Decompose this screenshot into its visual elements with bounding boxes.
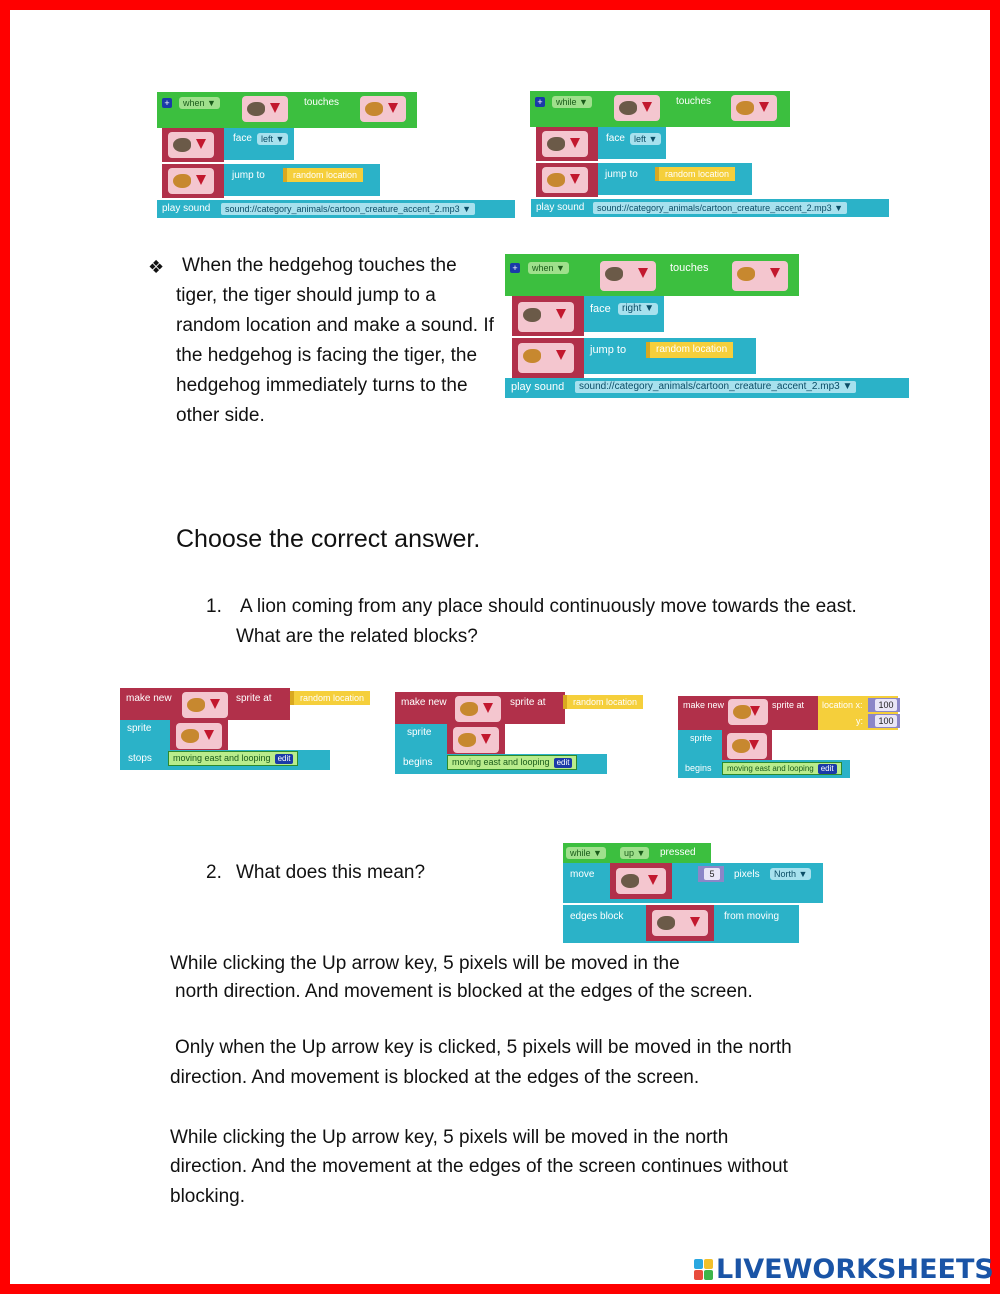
dropdown-icon: [196, 175, 206, 185]
hedgehog-sprite-select[interactable]: [542, 131, 588, 157]
random-location-slot[interactable]: random location: [283, 168, 363, 182]
pixels-label: pixels: [734, 869, 760, 880]
hedgehog-icon: [605, 267, 623, 281]
random-location-slot[interactable]: random location: [655, 167, 735, 181]
answer-3-line-2: direction. And the movement at the edges of the screen continues without: [170, 1156, 788, 1177]
sprite-label: sprite: [127, 723, 152, 734]
answer-1-line-2: north direction. And movement is blocked at the edges of the screen.: [175, 981, 753, 1002]
dropdown-icon: [759, 102, 769, 112]
tiger-sprite-select[interactable]: [542, 167, 588, 193]
answer-3-line-1: While clicking the Up arrow key, 5 pixels will be moved in the north: [170, 1127, 729, 1148]
right-pill[interactable]: right ▼: [618, 303, 658, 315]
x-value-input[interactable]: 100: [875, 699, 897, 711]
hedgehog-sprite-select[interactable]: [616, 868, 666, 894]
behavior-slot[interactable]: moving east and looping edit: [447, 755, 577, 770]
lion-sprite-select[interactable]: [453, 727, 499, 753]
plus-icon: +: [535, 97, 545, 107]
pressed-label: pressed: [660, 847, 696, 858]
dropdown-icon: [570, 138, 580, 148]
lion-icon: [187, 698, 205, 712]
dropdown-icon: [556, 309, 566, 319]
dropdown-icon: [570, 174, 580, 184]
jump-to-label: jump to: [590, 344, 627, 356]
tiger-icon: [173, 174, 191, 188]
play-sound-label: play sound: [536, 202, 585, 213]
random-location-slot[interactable]: random location: [646, 342, 733, 358]
sprite-at-label: sprite at: [510, 697, 546, 708]
sound-url-select[interactable]: sound://category_animals/cartoon_creature_accent_2.mp3 ▼: [593, 202, 847, 214]
sprite-label: sprite: [407, 727, 432, 738]
dropdown-icon: [556, 350, 566, 360]
answer-2-line-1: Only when the Up arrow key is clicked, 5 pixels will be moved in the north: [175, 1037, 792, 1058]
make-new-label: make new: [126, 693, 172, 704]
lion-icon: [460, 702, 478, 716]
q1-text: A lion coming from any place should continuously move towards the east. What are the related blocks?: [236, 596, 857, 647]
dropdown-icon: [481, 734, 491, 744]
hedgehog-sprite-select[interactable]: [652, 910, 708, 936]
lion-sprite-select[interactable]: [176, 723, 222, 749]
hedgehog-icon: [619, 101, 637, 115]
tiger-icon: [736, 101, 754, 115]
tiger-icon: [737, 267, 755, 281]
jump-to-label: jump to: [605, 169, 638, 180]
when-pill: when ▼: [179, 97, 220, 109]
touches-label: touches: [676, 96, 712, 107]
dropdown-icon: [642, 102, 652, 112]
lion-icon: [458, 733, 476, 747]
hedgehog-sprite-select[interactable]: [614, 95, 660, 121]
hedgehog-icon: [247, 102, 265, 116]
random-location-slot[interactable]: random location: [563, 695, 643, 709]
q1-number: 1.: [206, 596, 222, 617]
hedgehog-sprite-select[interactable]: [242, 96, 288, 122]
answer-3-line-3: blocking.: [170, 1186, 245, 1207]
bullet-text: When the hedgehog touches the tiger, the tiger should jump to a random location and make a sound. If the hedgehog is facing the tiger, the hedgehog immediately turns to the other side.: [176, 255, 494, 426]
location-y-label: y:: [856, 716, 864, 726]
play-sound-label: play sound: [162, 203, 211, 214]
hedgehog-icon: [173, 138, 191, 152]
hedgehog-sprite-select[interactable]: [600, 261, 656, 291]
up-key-pill[interactable]: up ▼: [620, 847, 649, 859]
sound-url-select[interactable]: sound://category_animals/cartoon_creature_accent_2.mp3 ▼: [575, 381, 856, 393]
sprite-label: sprite: [690, 733, 713, 743]
dropdown-icon: [750, 706, 760, 716]
lion-sprite-select[interactable]: [182, 692, 228, 718]
dropdown-icon: [204, 730, 214, 740]
bullet-icon: ❖: [148, 257, 165, 277]
hedgehog-icon: [547, 137, 565, 151]
jump-to-label: jump to: [232, 170, 265, 181]
edit-button[interactable]: edit: [554, 758, 573, 768]
y-value-input[interactable]: 100: [875, 715, 897, 727]
plus-icon: +: [510, 263, 520, 273]
sprite-at-label: sprite at: [236, 693, 272, 704]
touches-label: touches: [670, 262, 709, 274]
liveworksheets-logo-icon: [694, 1259, 714, 1281]
dropdown-icon: [483, 703, 493, 713]
tiger-icon: [365, 102, 383, 116]
tiger-sprite-select[interactable]: [168, 168, 214, 194]
hedgehog-icon: [657, 916, 675, 930]
from-moving-label: from moving: [724, 911, 780, 922]
tiger-sprite-select[interactable]: [518, 343, 574, 373]
face-label: face: [233, 133, 252, 144]
hedgehog-icon: [621, 874, 639, 888]
edit-button[interactable]: edit: [818, 764, 837, 774]
liveworksheets-logo: LIVEWORKSHEETS: [716, 1254, 994, 1285]
move-label: move: [570, 869, 595, 880]
dropdown-icon: [638, 268, 648, 278]
edit-button[interactable]: edit: [275, 754, 294, 764]
q2-text: What does this mean?: [236, 862, 426, 883]
sound-url-select[interactable]: sound://category_animals/cartoon_creature_accent_2.mp3 ▼: [221, 203, 475, 215]
sprite-at-label: sprite at: [772, 700, 805, 710]
face-label: face: [606, 133, 625, 144]
lion-sprite-select[interactable]: [455, 696, 501, 722]
answer-1-line-1: While clicking the Up arrow key, 5 pixels will be moved in the: [170, 953, 680, 974]
make-new-label: make new: [401, 697, 447, 708]
while-pill: while ▼: [552, 96, 592, 108]
dropdown-icon: [648, 875, 658, 885]
hedgehog-icon: [523, 308, 541, 322]
page-heading: Choose the correct answer.: [176, 525, 481, 553]
tiger-sprite-select[interactable]: [732, 261, 788, 291]
random-location-slot[interactable]: random location: [290, 691, 370, 705]
left-pill[interactable]: left ▼: [257, 133, 288, 145]
tiger-icon: [523, 349, 541, 363]
q2-number: 2.: [206, 862, 222, 883]
lion-sprite-select[interactable]: [727, 733, 767, 759]
hedgehog-sprite-select[interactable]: [518, 302, 574, 332]
while-pill: while ▼: [566, 847, 606, 859]
play-sound-label: play sound: [511, 381, 565, 393]
lion-icon: [732, 739, 750, 753]
edges-block-label: edges block: [570, 911, 624, 922]
face-label: face: [590, 303, 611, 315]
dropdown-icon: [770, 268, 780, 278]
stops-label: stops: [128, 753, 152, 764]
make-new-label: make new: [683, 700, 725, 710]
tiger-icon: [547, 173, 565, 187]
begins-label: begins: [403, 757, 433, 768]
left-pill[interactable]: left ▼: [630, 133, 661, 145]
behavior-slot[interactable]: moving east and looping edit: [168, 751, 298, 766]
dropdown-icon: [690, 917, 700, 927]
dropdown-icon: [749, 740, 759, 750]
dropdown-icon: [210, 699, 220, 709]
answer-2-line-2: direction. And movement is blocked at the edges of the screen.: [170, 1067, 700, 1088]
when-pill: when ▼: [528, 262, 569, 274]
touches-label: touches: [304, 97, 340, 108]
dropdown-icon: [196, 139, 206, 149]
lion-sprite-select[interactable]: [728, 699, 768, 725]
dropdown-icon: [270, 103, 280, 113]
north-select[interactable]: North ▼: [770, 868, 811, 880]
dropdown-icon: [388, 103, 398, 113]
location-x-label: location x:: [822, 700, 863, 710]
tiger-sprite-select[interactable]: [731, 95, 777, 121]
begins-label: begins: [685, 763, 712, 773]
lion-icon: [181, 729, 199, 743]
lion-icon: [733, 705, 751, 719]
pixels-value-input[interactable]: 5: [704, 868, 720, 880]
tiger-sprite-select[interactable]: [360, 96, 406, 122]
plus-icon: +: [162, 98, 172, 108]
hedgehog-sprite-select[interactable]: [168, 132, 214, 158]
behavior-slot[interactable]: moving east and looping edit: [722, 762, 842, 775]
